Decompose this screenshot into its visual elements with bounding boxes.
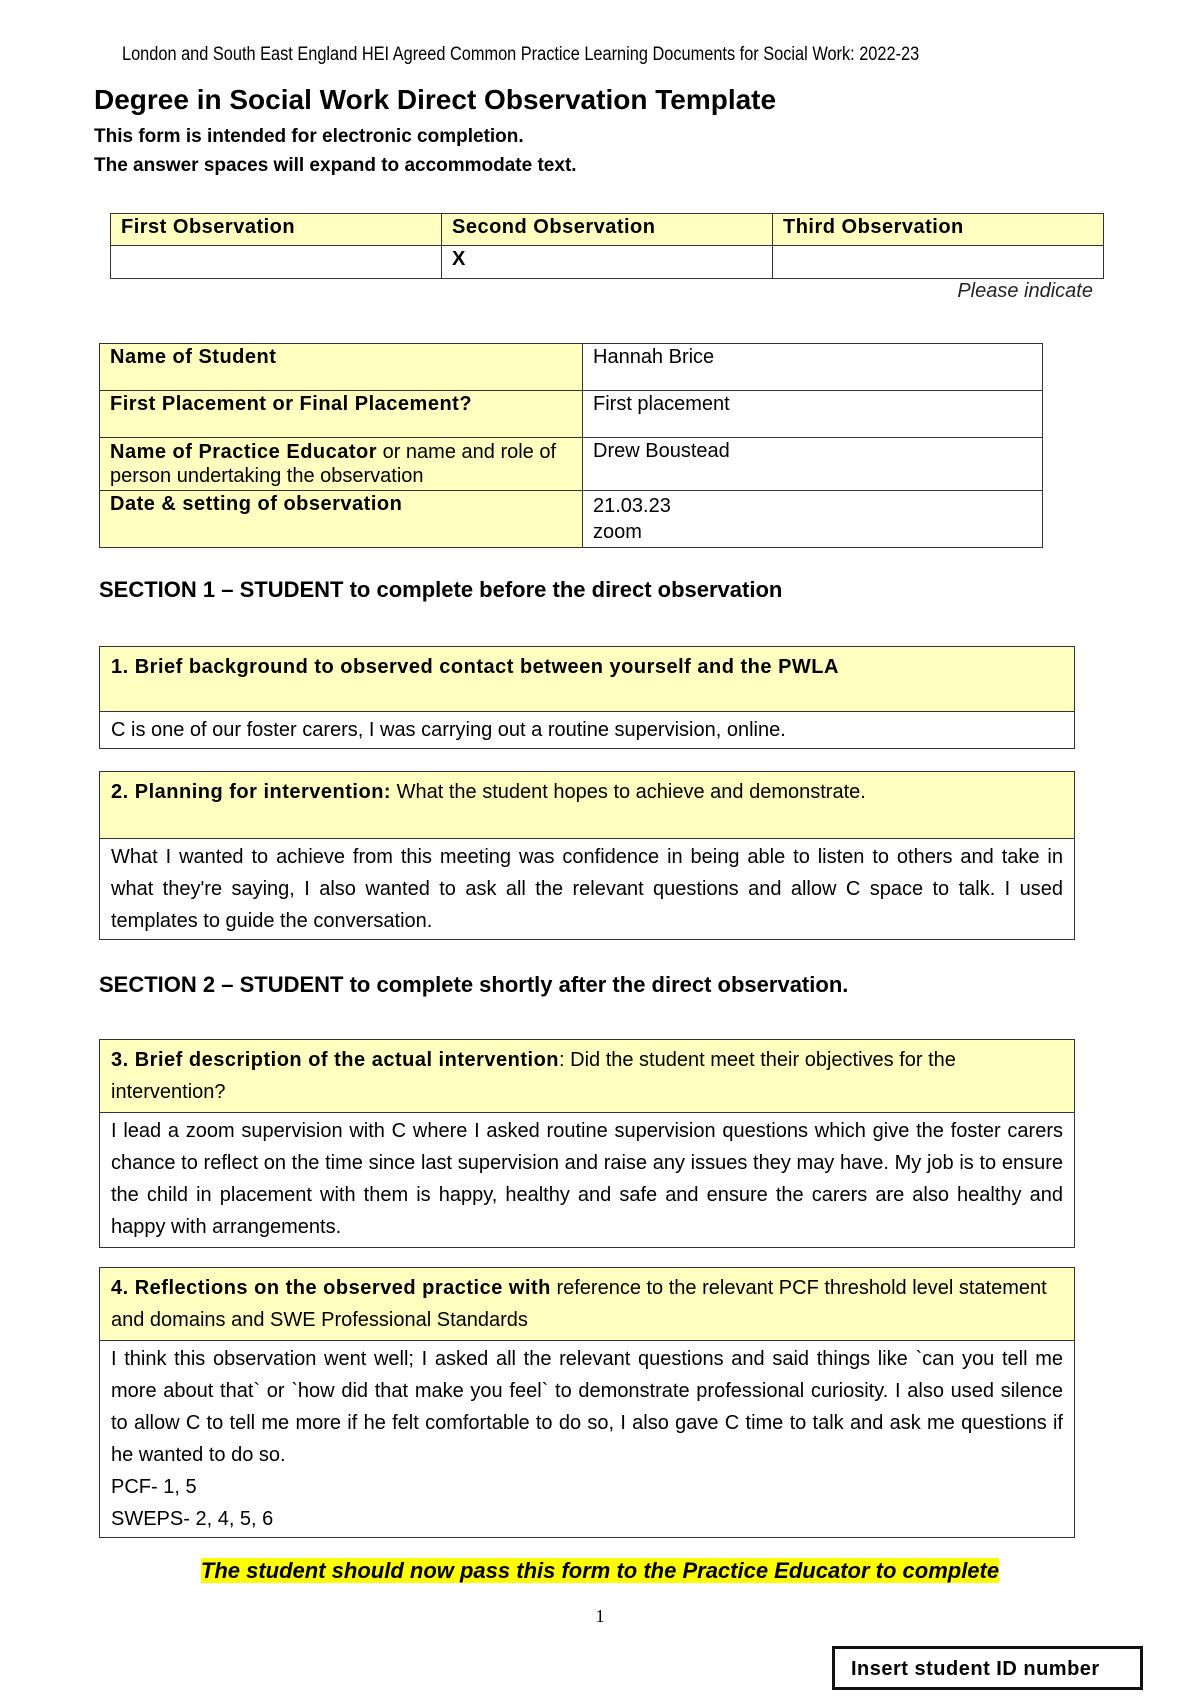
student-id-box[interactable]: Insert student ID number (832, 1646, 1143, 1690)
running-header: London and South East England HEI Agreed Common Practice Learning Documents for Social Work: 2022-23 (122, 44, 920, 65)
placement-label: First Placement or Final Placement? (100, 391, 583, 438)
date-setting-value[interactable] (583, 491, 1043, 548)
question-4-box (99, 1267, 1075, 1538)
question-3-title-rest: : Did the student meet their objectives for the intervention? (111, 1049, 956, 1103)
question-4-answer[interactable] (100, 1341, 1074, 1537)
question-4-answer-text: I think this observation went well; I asked all the relevant questions and said things like `can you tell me more about that` or `how did that make you feel` to demonstrate professional curiosity. I also used silence to allow C to tell me more if he felt comfortable to do so, I also gave C time to talk and ask me questions if he wanted to do so. (111, 1348, 1063, 1466)
obs-header-first: First Observation (111, 214, 442, 246)
page-title: Degree in Social Work Direct Observation Template (94, 84, 777, 115)
obs-header-second: Second Observation (442, 214, 773, 246)
question-4-sweps: SWEPS- 2, 4, 5, 6 (111, 1508, 274, 1530)
section-2-heading: SECTION 2 – STUDENT to complete shortly after the direct observation. (99, 972, 849, 997)
name-value[interactable]: Hannah Brice (583, 344, 1043, 391)
setting-value: zoom (593, 521, 642, 543)
question-4-title-rest: reference to the relevant PCF threshold level statement and domains and SWE Professional Standards (111, 1277, 1047, 1331)
obs-value-third[interactable] (773, 246, 1104, 279)
question-4-pcf: PCF- 1, 5 (111, 1476, 197, 1498)
subtitle-2: The answer spaces will expand to accommodate text. (94, 155, 577, 176)
educator-value[interactable]: Drew Boustead (583, 438, 1043, 491)
question-2-title (100, 772, 1074, 839)
final-note-text: The student should now pass this form to the Practice Educator to complete (200, 1558, 1000, 1583)
educator-label-bold: Name of Practice Educator (110, 441, 378, 463)
final-note (0, 1558, 1200, 1584)
question-3-answer[interactable]: I lead a zoom supervision with C where I asked routine supervision questions which give the foster carers chance to reflect on the time since last supervision and raise any issues they may have. My job is to ensure the child in placement with them is happy, healthy and safe and ensure the carers are also healthy and happy with arrangements. (111, 1120, 1063, 1238)
question-3-box (99, 1039, 1075, 1248)
question-2-answer[interactable]: What I wanted to achieve from this meeting was confidence in being able to listen to others and take in what they're saying, I also wanted to ask all the relevant questions and allow C space to talk. I used templates to guide the conversation. (111, 846, 1063, 932)
question-2-title-rest: What the student hopes to achieve and demonstrate. (391, 781, 866, 803)
name-label: Name of Student (100, 344, 583, 391)
question-2-box (99, 771, 1075, 940)
placement-value[interactable]: First placement (583, 391, 1043, 438)
obs-value-first[interactable] (111, 246, 442, 279)
question-2-title-bold: 2. Planning for intervention: (111, 781, 392, 803)
question-1-answer[interactable]: C is one of our foster carers, I was carrying out a routine supervision, online. (111, 719, 786, 741)
question-3-title-bold: 3. Brief description of the actual intervention (111, 1049, 560, 1071)
obs-value-second[interactable]: X (442, 246, 773, 279)
section-1-heading: SECTION 1 – STUDENT to complete before the direct observation (99, 577, 783, 602)
student-details-table (99, 343, 1043, 548)
observation-table (110, 213, 1104, 279)
please-indicate-note: Please indicate (957, 280, 1093, 302)
educator-label-rest: or name and role of person undertaking the observation (110, 441, 557, 487)
subtitle-1: This form is intended for electronic completion. (94, 126, 524, 147)
date-label: Date & setting of observation (100, 491, 583, 548)
question-1-box (99, 646, 1075, 749)
question-1-title: 1. Brief background to observed contact between yourself and the PWLA (100, 647, 1074, 712)
page-number: 1 (595, 1606, 605, 1626)
obs-header-third: Third Observation (773, 214, 1104, 246)
question-4-title (100, 1268, 1074, 1341)
question-3-title (100, 1040, 1074, 1113)
date-value: 21.03.23 (593, 495, 671, 517)
question-4-title-bold: 4. Reflections on the observed practice with (111, 1277, 551, 1299)
educator-label (100, 438, 583, 491)
